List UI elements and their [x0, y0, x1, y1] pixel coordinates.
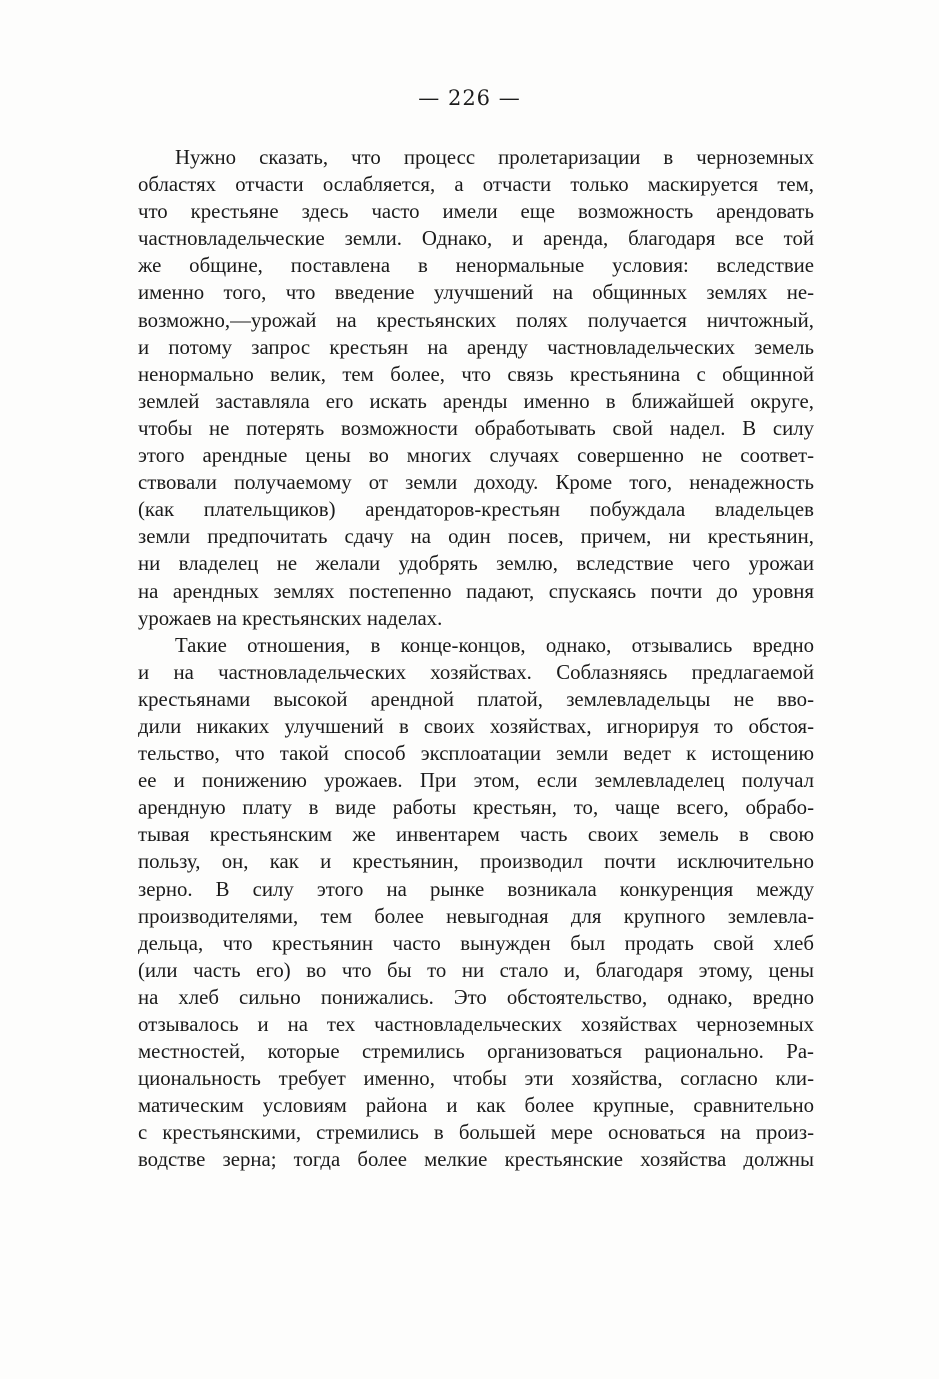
text-line: ее и понижению урожаев. При этом, если землевладелец получал — [138, 769, 814, 793]
paragraph-2 — [138, 632, 814, 1174]
text-line: пользу, он, как и крестьянин, производил почти исключительно — [138, 850, 814, 874]
text-line: дельца, что крестьянин часто вынужден был продать свой хлеб — [138, 931, 814, 955]
text-line: на арендных землях постепенно падают, спускаясь почти до уровня — [138, 579, 814, 603]
text-line: тельство, что такой способ эксплоатации земли ведет к истощению — [138, 742, 814, 766]
text-line: ненормально велик, тем более, что связь крестьянина с общинной — [138, 362, 814, 386]
text-line: циональность требует именно, чтобы эти хозяйства, согласно кли- — [138, 1067, 814, 1091]
text-line: местностей, которые стремились организоваться рационально. Ра- — [138, 1040, 814, 1064]
text-line: и потому запрос крестьян на аренду частновладельческих земель — [138, 335, 814, 359]
text-line: этого арендные цены во многих случаях совершенно не соответ- — [138, 444, 814, 468]
text-line: Такие отношения, в конце-концов, однако, отзывались вредно — [175, 633, 814, 657]
text-line: ствовали получаемому от земли доходу. Кроме того, ненадежность — [138, 471, 814, 495]
text-line: арендную плату в виде работы крестьян, то, чаще всего, обрабо- — [138, 796, 814, 820]
page-number: — 226 — — [418, 86, 521, 110]
text-line: земли предпочитать сдачу на один посев, причем, ни крестьянин, — [138, 525, 814, 549]
body-text — [138, 144, 814, 1174]
text-line: именно того, что введение улучшений на общинных землях не- — [138, 281, 814, 305]
text-line: чтобы не потерять возможности обработывать свой надел. В силу — [138, 416, 814, 440]
text-line: крестьянами высокой арендной платой, землевладельцы не вво- — [138, 687, 814, 711]
text-line: Нужно сказать, что процесс пролетаризации в черноземных — [175, 146, 814, 169]
text-line: дили никаких улучшений в своих хозяйствах, игнорируя то обстоя- — [138, 714, 814, 738]
text-line: же общине, поставлена в ненормальные условия: вследствие — [138, 254, 814, 278]
text-line: урожаев на крестьянских наделах. — [138, 606, 443, 630]
paragraph-1 — [138, 144, 814, 632]
text-line: (или часть его) во что бы то ни стало и, благодаря этому, цены — [138, 958, 814, 982]
text-line: производителями, тем более невыгодная для крупного землевла- — [138, 904, 814, 928]
text-line: возможно,—урожай на крестьянских полях получается ничтожный, — [138, 308, 814, 332]
text-line: ни владелец не желали удобрять землю, вследствие чего урожаи — [138, 552, 814, 576]
text-line: с крестьянскими, стремились в большей мере основаться на произ- — [138, 1121, 814, 1145]
text-line: водстве зерна; тогда более мелкие крестьянские хозяйства должны — [138, 1148, 814, 1172]
text-line: и на частновладельческих хозяйствах. Соблазняясь предлагаемой — [138, 660, 814, 684]
text-line: что крестьяне здесь часто имели еще возможность арендовать — [138, 200, 814, 224]
text-line: матическим условиям района и как более крупные, сравнительно — [138, 1094, 814, 1118]
text-line: тывая крестьянским же инвентарем часть своих земель в свою — [138, 823, 814, 847]
text-line: отзывалось и на тех частновладельческих хозяйствах черноземных — [138, 1013, 814, 1036]
text-line: частновладельческие земли. Однако, и аренда, благодаря все той — [138, 227, 814, 251]
text-line: областях отчасти ослабляется, а отчасти только маскируется тем, — [138, 173, 814, 197]
text-line: зерно. В силу этого на рынке возникала конкуренция между — [138, 877, 814, 901]
text-line: на хлеб сильно понижались. Это обстоятельство, однако, вредно — [138, 985, 814, 1009]
text-line: землей заставляла его искать аренды именно в ближайшей округе, — [138, 389, 814, 413]
text-line: (как плательщиков) арендаторов-крестьян побуждала владельцев — [138, 498, 814, 522]
